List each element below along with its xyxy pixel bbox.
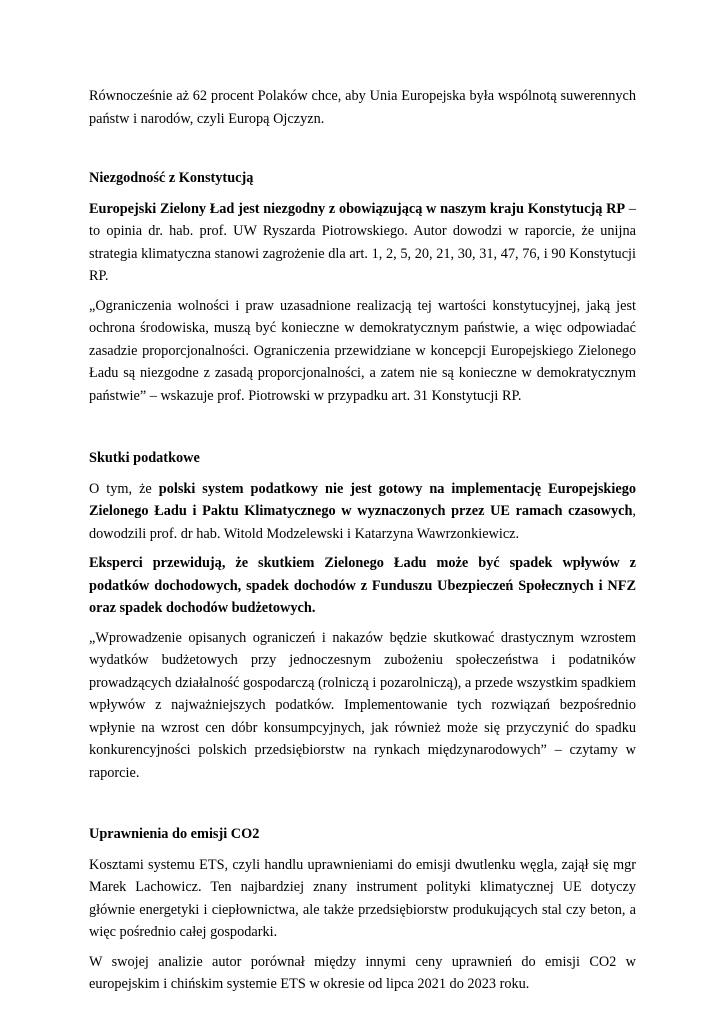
document-page <box>89 85 636 996</box>
tax-paragraph <box>89 478 636 546</box>
constitution-quote: „Ograniczenia wolności i praw uzasadnione realizacją tej wartości konstytucyjnej, jaką jest ochrona środowiska, muszą być konieczne w demokratycznym państwie, a więc odpowiadać zasadzie proporcjonalności. Ograniczenia przewidziane w koncepcji Europejskiego Zielonego Ładu są niezgodne z zasadą proporcjonalności, a zatem nie są konieczne w demokratycznym państwie” – wskazuje prof. Piotrowski w przypadku art. 31 Konstytucji RP. <box>89 297 636 404</box>
tax-paragraph-rest: , dowodzili prof. dr hab. Witold Modzelewski i Katarzyna Wawrzonkiewicz. <box>89 503 636 542</box>
constitution-paragraph <box>89 198 636 288</box>
experts-bold-statement: Eksperci przewidują, że skutkiem Zielonego Ładu może być spadek wpływów z podatków dochodowych, spadek dochodów z Funduszu Ubezpieczeń Społecznych i NFZ oraz spadek dochodów budżetowych. <box>89 555 636 616</box>
tax-bold-statement: polski system podatkowy nie jest gotowy na implementację Europejskiego Zielonego Ładu i Paktu Klimatycznego w wyznaczonych przez UE ramach czasowych <box>89 480 636 519</box>
section-heading-tax: Skutki podatkowe <box>89 450 200 466</box>
constitution-paragraph-rest: – to opinia dr. hab. prof. UW Ryszarda Piotrowskiego. Autor dowodzi w raporcie, że unijna strategia klimatyczna stanowi zagrożenie dla art. 1, 2, 5, 20, 21, 30, 31, 47, 76, i 90 Konstytucji RP. <box>89 200 636 284</box>
section-heading-constitution: Niezgodność z Konstytucją <box>89 170 254 186</box>
tax-quote: „Wprowadzenie opisanych ograniczeń i nakazów będzie skutkować drastycznym wzrostem wydatków budżetowych przy jednoczesnym zubożeniu społeczeństwa i podatników prowadzących działalność gospodarczą (rolniczą i pozarolniczą), a przede wszystkim spadkiem wpływów z najważniejszych podatków. Implementowanie tych rozwiązań bezpośrednio wpłynie na wzrost cen dóbr konsumpcyjnych, jak również może się przyczynić do spadku konkurencyjności polskich przedsiębiorstw na rynkach międzynarodowych” – czytamy w raporcie. <box>89 629 637 781</box>
section-heading-emissions: Uprawnienia do emisji CO2 <box>89 826 260 842</box>
experts-paragraph <box>89 552 636 620</box>
emissions-paragraph-2: W swojej analizie autor porównał między innymi ceny uprawnień do emisji CO2 w europejskim i chińskim systemie ETS w okresie od lipca 2021 do 2023 roku. <box>89 953 636 992</box>
constitution-bold-lead: Europejski Zielony Ład jest niezgodny z obowiązującą w naszym kraju Konstytucją RP <box>89 200 626 217</box>
intro-paragraph: Równocześnie aż 62 procent Polaków chce, aby Unia Europejska była wspólnotą suwerennych państw i narodów, czyli Europą Ojczyzn. <box>89 88 636 127</box>
emissions-paragraph-1: Kosztami systemu ETS, czyli handlu uprawnieniami do emisji dwutlenku węgla, zajął się mgr Marek Lachowicz. Ten najbardziej znany instrument polityki klimatycznej UE dotyczy głównie energetyki i ciepłownictwa, ale także przedsiębiorstw produkujących stal czy beton, a więc pośrednio całej gospodarki. <box>89 856 636 940</box>
tax-paragraph-pre: O tym, że <box>89 480 159 497</box>
